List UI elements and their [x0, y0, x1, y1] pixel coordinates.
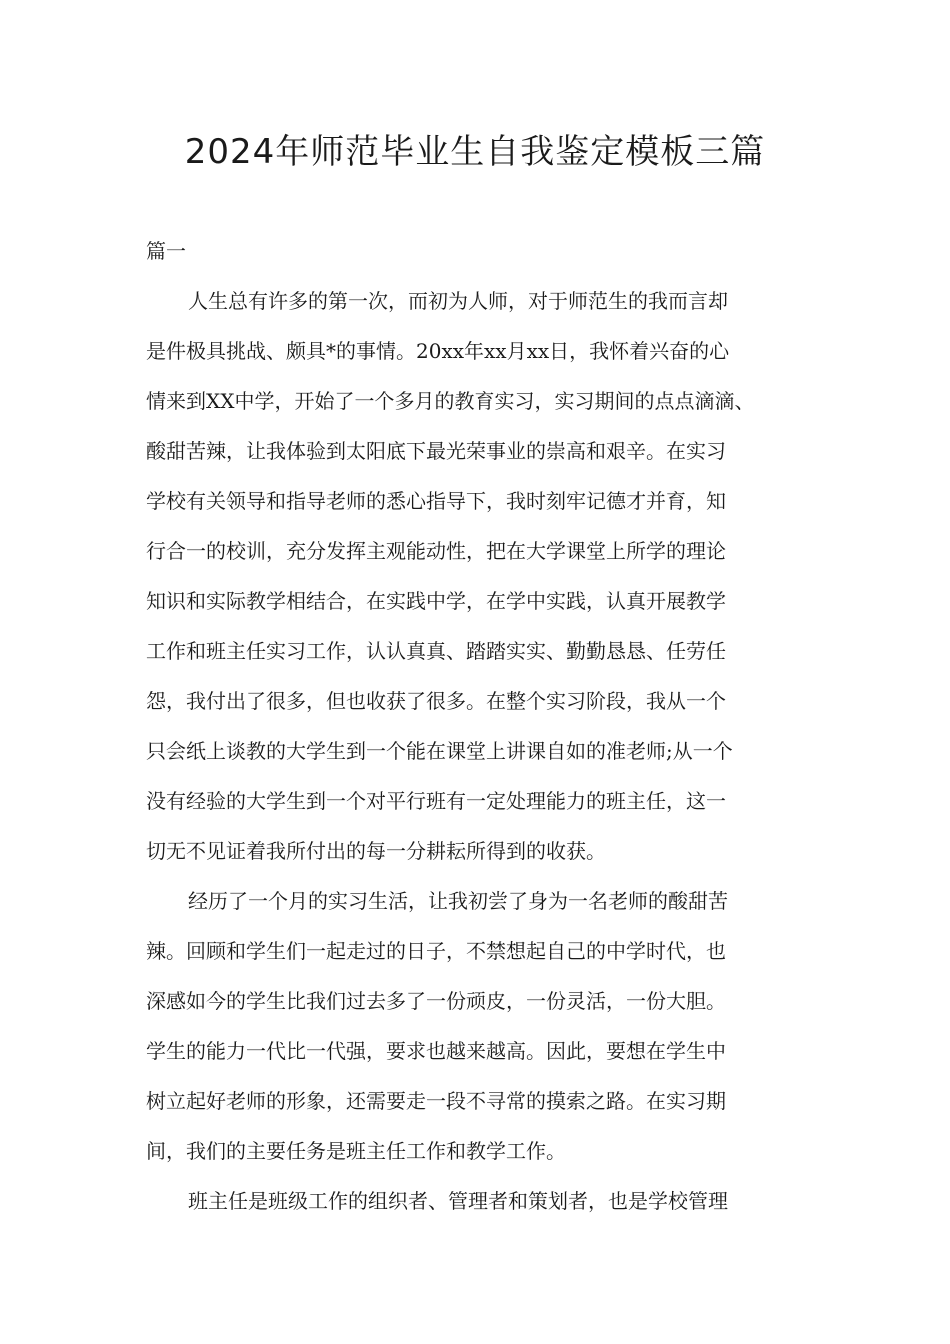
paragraph-line: 学生的能力一代比一代强，要求也越来越高。因此，要想在学生中: [146, 1039, 726, 1063]
document-title: 2024年师范毕业生自我鉴定模板三篇: [184, 132, 766, 172]
paragraph-line: 行合一的校训，充分发挥主观能动性，把在大学课堂上所学的理论: [146, 539, 726, 563]
paragraph-line: 经历了一个月的实习生活，让我初尝了身为一名老师的酸甜苦: [188, 889, 728, 913]
paragraph-line: 间，我们的主要任务是班主任工作和教学工作。: [146, 1139, 566, 1163]
paragraph-line: 辣。回顾和学生们一起走过的日子，不禁想起自己的中学时代，也: [146, 939, 726, 963]
paragraph-line: 没有经验的大学生到一个对平行班有一定处理能力的班主任，这一: [146, 789, 726, 813]
paragraph-line: 情来到XX中学，开始了一个多月的教育实习，实习期间的点点滴滴、: [146, 389, 755, 413]
paragraph-line: 切无不见证着我所付出的每一分耕耘所得到的收获。: [146, 839, 606, 863]
paragraph-line: 知识和实际教学相结合，在实践中学，在学中实践，认真开展教学: [146, 589, 726, 613]
paragraph-line: 树立起好老师的形象，还需要走一段不寻常的摸索之路。在实习期: [146, 1089, 726, 1113]
paragraph-line: 人生总有许多的第一次，而初为人师，对于师范生的我而言却: [188, 289, 728, 313]
paragraph-line: 班主任是班级工作的组织者、管理者和策划者，也是学校管理: [188, 1189, 728, 1213]
paragraph-line: 怨，我付出了很多，但也收获了很多。在整个实习阶段，我从一个: [146, 689, 726, 713]
section-label: 篇一: [146, 239, 186, 263]
paragraph-line: 只会纸上谈教的大学生到一个能在课堂上讲课自如的准老师;从一个: [146, 739, 733, 763]
paragraph-line: 工作和班主任实习工作，认认真真、踏踏实实、勤勤恳恳、任劳任: [146, 639, 726, 663]
paragraph-line: 是件极具挑战、颇具*的事情。20xx年xx月xx日，我怀着兴奋的心: [146, 339, 730, 363]
paragraph-line: 深感如今的学生比我们过去多了一份顽皮，一份灵活，一份大胆。: [146, 989, 726, 1013]
paragraph-line: 学校有关领导和指导老师的悉心指导下，我时刻牢记德才并育，知: [146, 489, 726, 513]
paragraph-line: 酸甜苦辣，让我体验到太阳底下最光荣事业的崇高和艰辛。在实习: [146, 439, 726, 463]
